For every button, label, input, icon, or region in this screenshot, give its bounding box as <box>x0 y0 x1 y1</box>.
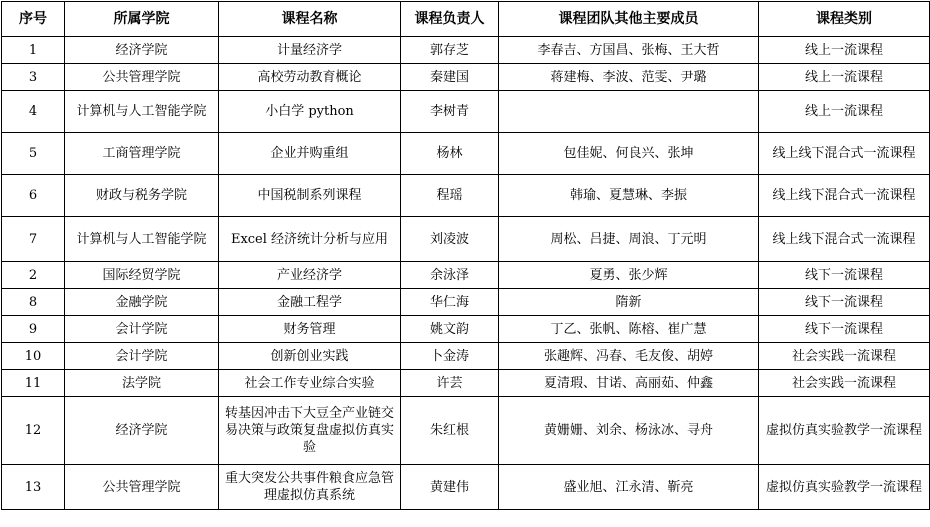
header-row <box>2 2 930 37</box>
cell-course: 金融工程学 <box>219 289 401 316</box>
cell-course: 计量经济学 <box>219 37 401 64</box>
cell-leader: 余泳泽 <box>401 262 499 289</box>
cell-members: 夏清瑕、甘诺、高丽茹、仲鑫 <box>499 370 759 397</box>
cell-members: 韩瑜、夏慧琳、李振 <box>499 175 759 217</box>
cell-leader: 秦建国 <box>401 64 499 91</box>
cell-category: 虚拟仿真实验教学一流课程 <box>759 465 930 510</box>
table-row <box>2 217 930 262</box>
cell-no: 12 <box>2 397 65 465</box>
cell-no: 8 <box>2 289 65 316</box>
cell-course: 重大突发公共事件粮食应急管理虚拟仿真系统 <box>219 465 401 510</box>
cell-college: 法学院 <box>65 370 219 397</box>
table-row <box>2 370 930 397</box>
cell-leader: 卜金涛 <box>401 343 499 370</box>
cell-leader: 华仁海 <box>401 289 499 316</box>
cell-leader: 刘凌波 <box>401 217 499 262</box>
cell-members: 黄姗姗、刘余、杨泳冰、寻舟 <box>499 397 759 465</box>
cell-category: 线下一流课程 <box>759 262 930 289</box>
cell-course: 企业并购重组 <box>219 133 401 175</box>
cell-college: 国际经贸学院 <box>65 262 219 289</box>
cell-no: 5 <box>2 133 65 175</box>
cell-category: 线下一流课程 <box>759 289 930 316</box>
table-row <box>2 316 930 343</box>
cell-course: 财务管理 <box>219 316 401 343</box>
cell-members: 盛业旭、江永清、靳亮 <box>499 465 759 510</box>
cell-leader: 程瑶 <box>401 175 499 217</box>
cell-members: 隋新 <box>499 289 759 316</box>
cell-no: 7 <box>2 217 65 262</box>
cell-college: 会计学院 <box>65 316 219 343</box>
cell-category: 线上线下混合式一流课程 <box>759 217 930 262</box>
cell-members: 包佳妮、何良兴、张坤 <box>499 133 759 175</box>
cell-college: 金融学院 <box>65 289 219 316</box>
header-category: 课程类别 <box>759 2 930 37</box>
table-row <box>2 262 930 289</box>
cell-leader: 杨林 <box>401 133 499 175</box>
table-row <box>2 465 930 510</box>
cell-category: 线上线下混合式一流课程 <box>759 133 930 175</box>
cell-college: 公共管理学院 <box>65 64 219 91</box>
cell-college: 会计学院 <box>65 343 219 370</box>
cell-college: 工商管理学院 <box>65 133 219 175</box>
cell-category: 线下一流课程 <box>759 316 930 343</box>
cell-college: 经济学院 <box>65 397 219 465</box>
cell-no: 1 <box>2 37 65 64</box>
cell-category: 线上一流课程 <box>759 91 930 133</box>
cell-no: 3 <box>2 64 65 91</box>
table-row <box>2 37 930 64</box>
table-row <box>2 175 930 217</box>
cell-members <box>499 91 759 133</box>
cell-course: 小白学 python <box>219 91 401 133</box>
table-row <box>2 289 930 316</box>
cell-members: 夏勇、张少辉 <box>499 262 759 289</box>
cell-category: 虚拟仿真实验教学一流课程 <box>759 397 930 465</box>
cell-college: 计算机与人工智能学院 <box>65 217 219 262</box>
table-row <box>2 343 930 370</box>
cell-members: 张趣辉、冯春、毛友俊、胡婷 <box>499 343 759 370</box>
cell-no: 11 <box>2 370 65 397</box>
cell-course: 高校劳动教育概论 <box>219 64 401 91</box>
cell-course: 转基因冲击下大豆全产业链交易决策与政策复盘虚拟仿真实验 <box>219 397 401 465</box>
header-leader: 课程负责人 <box>401 2 499 37</box>
cell-no: 10 <box>2 343 65 370</box>
cell-category: 线上一流课程 <box>759 37 930 64</box>
table-row <box>2 133 930 175</box>
cell-college: 经济学院 <box>65 37 219 64</box>
cell-no: 2 <box>2 262 65 289</box>
cell-leader: 姚文韵 <box>401 316 499 343</box>
cell-course: 中国税制系列课程 <box>219 175 401 217</box>
cell-college: 财政与税务学院 <box>65 175 219 217</box>
header-members: 课程团队其他主要成员 <box>499 2 759 37</box>
header-no: 序号 <box>2 2 65 37</box>
cell-members: 李春吉、方国昌、张梅、王大哲 <box>499 37 759 64</box>
cell-members: 丁乙、张帆、陈榕、崔广慧 <box>499 316 759 343</box>
cell-category: 线上一流课程 <box>759 64 930 91</box>
course-table <box>1 1 930 510</box>
cell-leader: 许芸 <box>401 370 499 397</box>
cell-leader: 李树青 <box>401 91 499 133</box>
cell-no: 13 <box>2 465 65 510</box>
header-course: 课程名称 <box>219 2 401 37</box>
cell-course: 产业经济学 <box>219 262 401 289</box>
cell-no: 6 <box>2 175 65 217</box>
cell-college: 计算机与人工智能学院 <box>65 91 219 133</box>
table-row <box>2 397 930 465</box>
cell-leader: 郭存芝 <box>401 37 499 64</box>
table-row <box>2 91 930 133</box>
cell-leader: 朱红根 <box>401 397 499 465</box>
cell-leader: 黄建伟 <box>401 465 499 510</box>
cell-no: 4 <box>2 91 65 133</box>
cell-category: 线上线下混合式一流课程 <box>759 175 930 217</box>
cell-college: 公共管理学院 <box>65 465 219 510</box>
cell-no: 9 <box>2 316 65 343</box>
cell-members: 蒋建梅、李波、范雯、尹璐 <box>499 64 759 91</box>
cell-course: 社会工作专业综合实验 <box>219 370 401 397</box>
header-college: 所属学院 <box>65 2 219 37</box>
table-row <box>2 64 930 91</box>
cell-course: Excel 经济统计分析与应用 <box>219 217 401 262</box>
cell-course: 创新创业实践 <box>219 343 401 370</box>
cell-members: 周松、吕捷、周浪、丁元明 <box>499 217 759 262</box>
cell-category: 社会实践一流课程 <box>759 343 930 370</box>
cell-category: 社会实践一流课程 <box>759 370 930 397</box>
